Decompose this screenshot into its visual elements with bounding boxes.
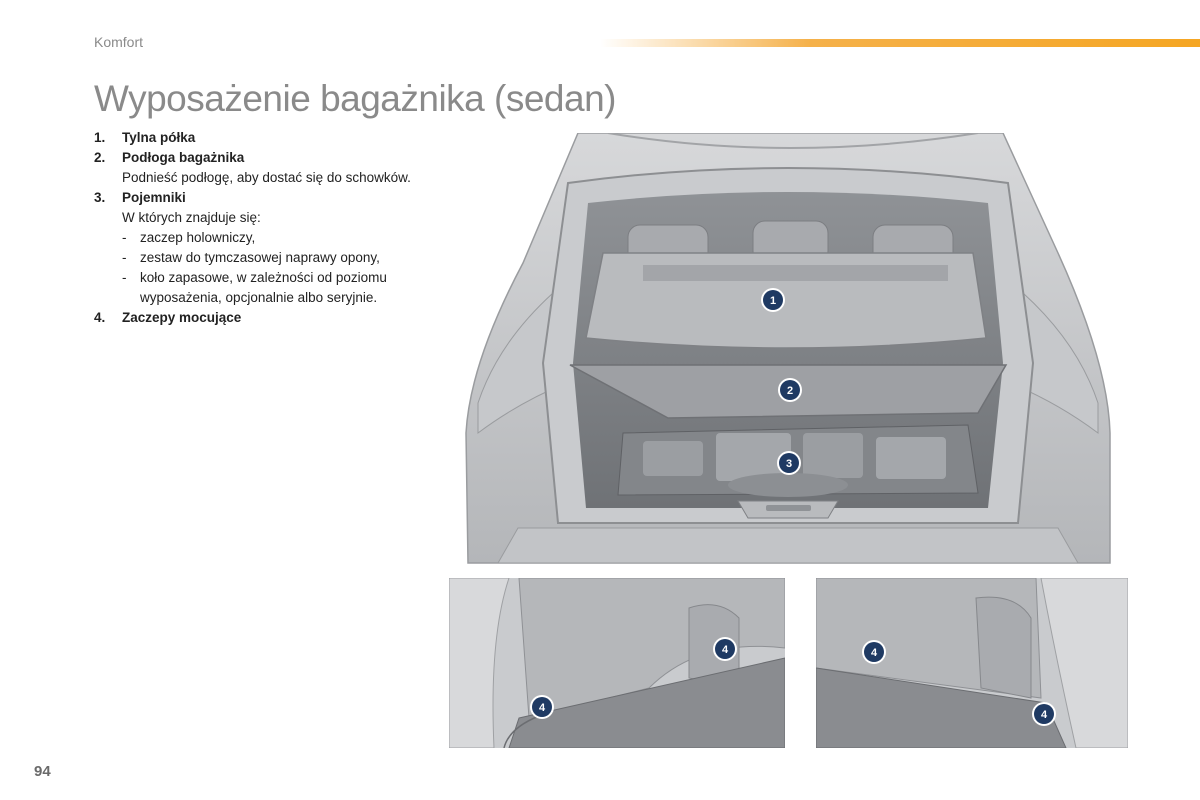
trunk-left-detail	[449, 578, 785, 748]
item-title: Zaczepy mocujące	[122, 310, 242, 325]
bullet-text: zaczep holowniczy,	[140, 230, 256, 245]
callout-2	[778, 378, 802, 402]
item-title: Podłoga bagażnika	[122, 150, 245, 165]
svg-text:2: 2	[786, 385, 794, 397]
item-description: Podnieść podłogę, aby dostać się do schowków.	[122, 170, 411, 185]
bullet-item: - zaczep holowniczy,	[122, 228, 429, 248]
page-title: Wyposażenie bagażnika (sedan)	[94, 78, 616, 119]
callout-4	[1032, 702, 1056, 726]
item-number: 4.	[94, 310, 106, 325]
trunk-right-detail	[816, 578, 1128, 748]
page-number: 94	[34, 763, 51, 780]
callout-1	[761, 288, 785, 312]
bullet-text: koło zapasowe, w zależności od poziomu wyposażenia, opcjonalnie albo seryjnie.	[140, 270, 387, 305]
bullet-item: - koło zapasowe, w zależności od poziomu wyposażenia, opcjonalnie albo seryjnie.	[122, 268, 429, 308]
list-item	[94, 148, 429, 188]
section-label: Komfort	[94, 34, 144, 50]
svg-text:1: 1	[769, 295, 777, 307]
item-title: Pojemniki	[122, 190, 186, 205]
item-number: 1.	[94, 130, 106, 145]
svg-text:4: 4	[538, 702, 546, 714]
trunk-illustration	[458, 133, 1118, 573]
item-description: W których znajduje się:	[122, 210, 261, 225]
list-item	[94, 188, 429, 308]
bullet-text: zestaw do tymczasowej naprawy opony,	[140, 250, 380, 265]
item-list	[94, 128, 429, 328]
svg-text:4: 4	[721, 644, 729, 656]
list-item	[94, 308, 429, 328]
svg-text:4: 4	[870, 647, 878, 659]
bullet-item: - zestaw do tymczasowej naprawy opony,	[122, 248, 429, 268]
svg-text:4: 4	[1040, 709, 1048, 721]
accent-bar	[600, 39, 1200, 47]
callout-4	[862, 640, 886, 664]
callout-3	[777, 451, 801, 475]
item-number: 3.	[94, 190, 106, 205]
callout-4	[713, 637, 737, 661]
list-item	[94, 128, 429, 148]
item-number: 2.	[94, 150, 106, 165]
callout-4	[530, 695, 554, 719]
item-title: Tylna półka	[122, 130, 196, 145]
svg-text:3: 3	[785, 458, 793, 470]
